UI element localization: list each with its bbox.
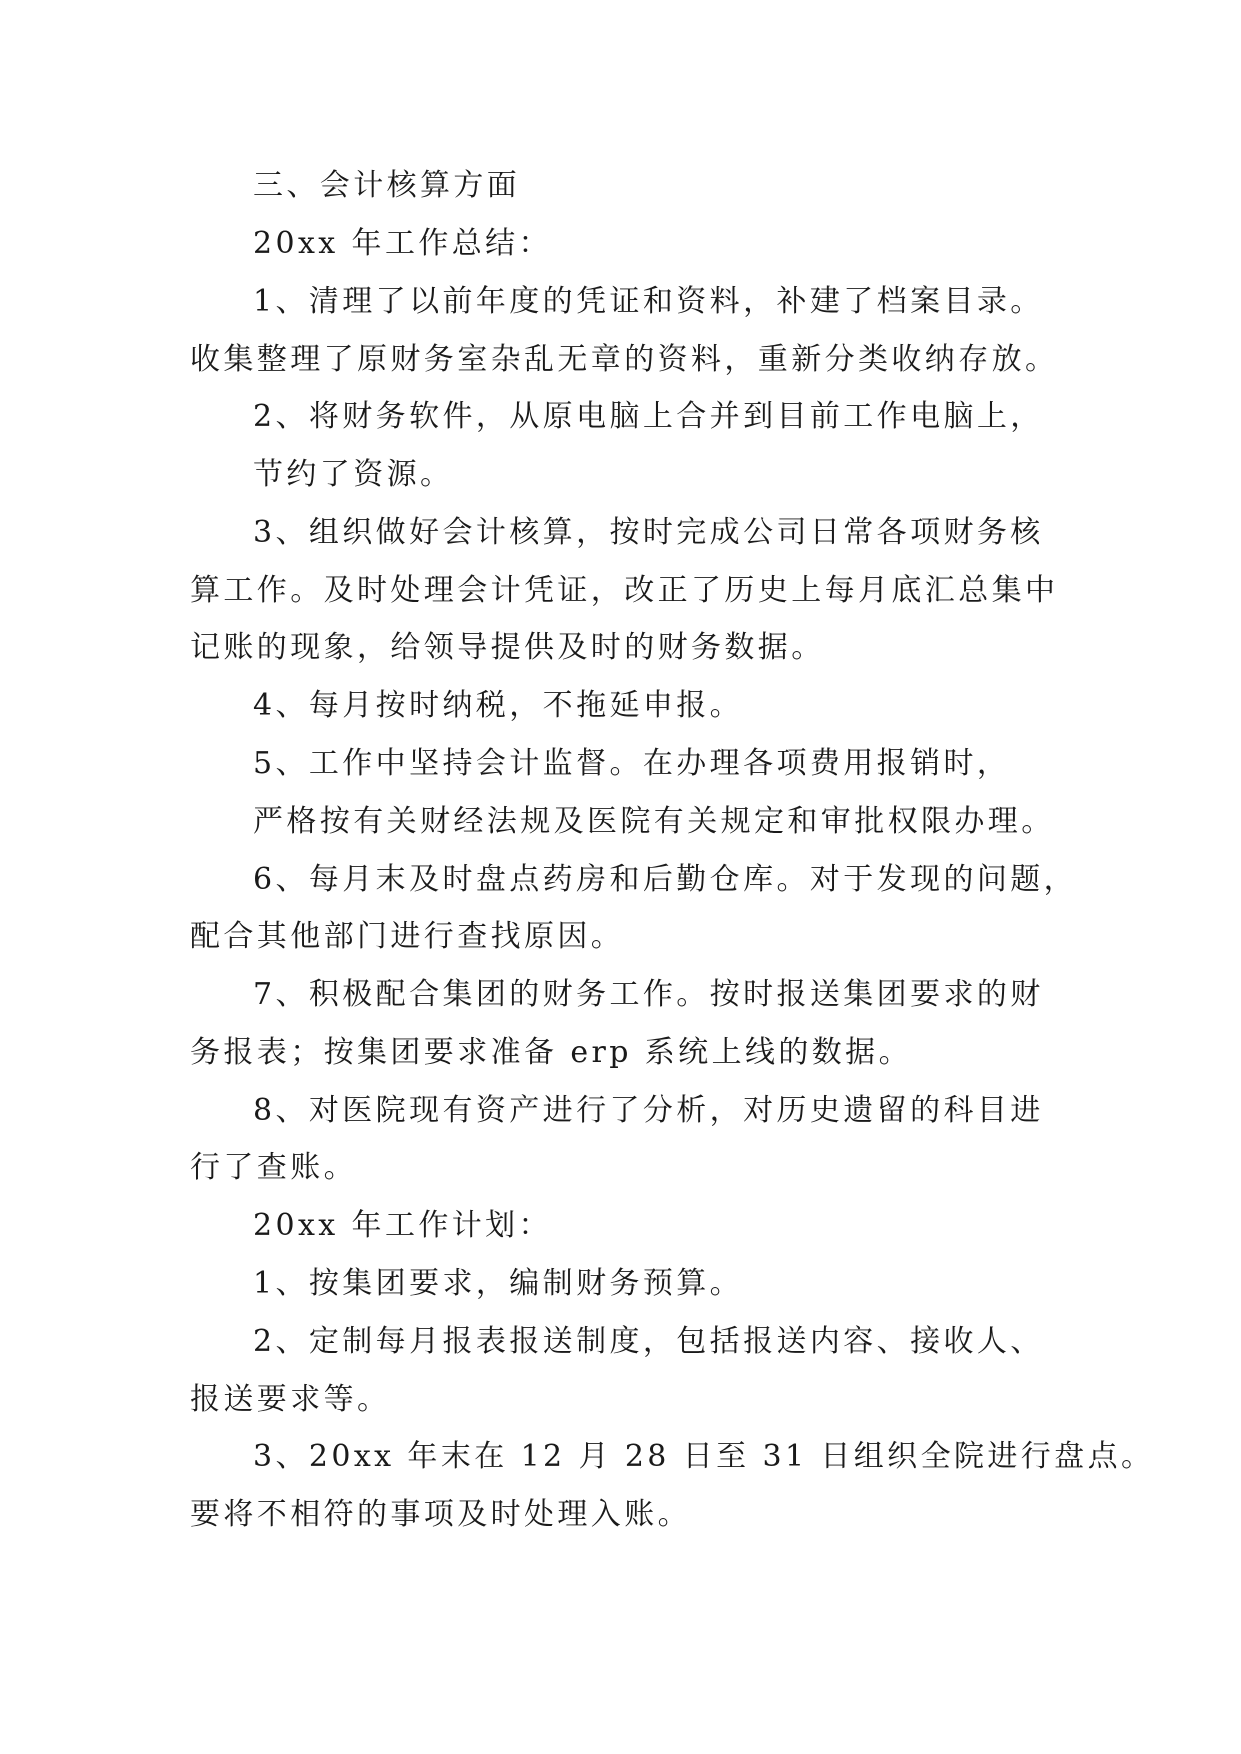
paragraph-line: 严格按有关财经法规及医院有关规定和审批权限办理。 <box>253 804 1055 839</box>
subheading-plan: 20xx 年工作计划： <box>253 1208 552 1243</box>
paragraph-line: 要将不相符的事项及时处理入账。 <box>190 1497 691 1532</box>
paragraph-line: 2、定制每月报表报送制度，包括报送内容、接收人、 <box>253 1324 1044 1359</box>
paragraph-line: 2、将财务软件，从原电脑上合并到目前工作电脑上， <box>253 399 1044 434</box>
paragraph-line: 4、每月按时纳税，不拖延申报。 <box>253 688 744 723</box>
paragraph-line: 节约了资源。 <box>253 457 454 492</box>
paragraph-line: 行了查账。 <box>190 1150 357 1185</box>
paragraph-line: 配合其他部门进行查找原因。 <box>190 919 625 954</box>
paragraph-line: 3、组织做好会计核算，按时完成公司日常各项财务核 <box>253 515 1044 550</box>
paragraph-line: 7、积极配合集团的财务工作。按时报送集团要求的财 <box>253 977 1044 1012</box>
paragraph-line: 5、工作中坚持会计监督。在办理各项费用报销时， <box>253 746 1011 781</box>
section-heading: 三、会计核算方面 <box>253 168 521 203</box>
paragraph-line: 收集整理了原财务室杂乱无章的资料，重新分类收纳存放。 <box>190 342 1059 377</box>
paragraph-line: 务报表；按集团要求准备 erp 系统上线的数据。 <box>190 1035 912 1070</box>
paragraph-line: 报送要求等。 <box>190 1382 391 1417</box>
paragraph-line: 1、清理了以前年度的凭证和资料，补建了档案目录。 <box>253 284 1044 319</box>
paragraph-line: 3、20xx 年末在 12 月 28 日至 31 日组织全院进行盘点。 <box>253 1439 1155 1474</box>
paragraph-line: 8、对医院现有资产进行了分析，对历史遗留的科目进 <box>253 1093 1044 1128</box>
paragraph-line: 6、每月末及时盘点药房和后勤仓库。对于发现的问题， <box>253 862 1078 897</box>
paragraph-line: 记账的现象，给领导提供及时的财务数据。 <box>190 630 825 665</box>
subheading-summary: 20xx 年工作总结： <box>253 226 552 261</box>
paragraph-line: 1、按集团要求，编制财务预算。 <box>253 1266 744 1301</box>
paragraph-line: 算工作。及时处理会计凭证，改正了历史上每月底汇总集中 <box>190 573 1059 608</box>
